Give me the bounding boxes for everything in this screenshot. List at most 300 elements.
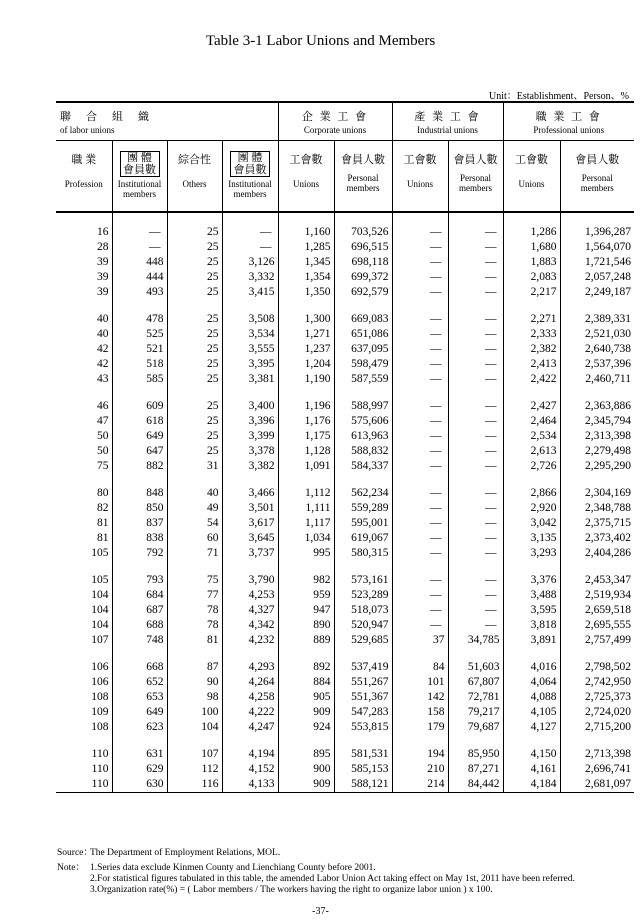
table-cell: 493 xyxy=(112,285,167,300)
table-cell: 585,153 xyxy=(334,762,392,777)
table-row xyxy=(56,660,634,675)
table-cell: 529,685 xyxy=(334,633,392,648)
table-cell: 698,118 xyxy=(334,255,392,270)
table-cell: — xyxy=(448,516,503,531)
table-cell: 890 xyxy=(278,618,334,633)
table-cell: 42 xyxy=(97,343,109,355)
table-cell: 3,534 xyxy=(222,327,278,342)
table-cell: 3,042 xyxy=(503,516,560,531)
table-cell: 1,285 xyxy=(278,240,334,255)
table-cell: — xyxy=(448,327,503,342)
table-cell: 2,375,715 xyxy=(560,516,634,531)
table-cell: 924 xyxy=(278,720,334,735)
table-row xyxy=(56,486,634,501)
table-row xyxy=(56,633,634,648)
table-cell: 637,095 xyxy=(334,342,392,357)
table-cell: — xyxy=(448,618,503,633)
table-cell: 51,603 xyxy=(448,660,503,675)
table-cell: 78 xyxy=(167,603,222,618)
table-cell: 585 xyxy=(112,372,167,387)
table-cell: 1,111 xyxy=(278,501,334,516)
table-cell: 3,381 xyxy=(222,372,278,387)
table-cell: 4,150 xyxy=(503,747,560,762)
table-cell: 25 xyxy=(167,312,222,327)
table-cell: 2,715,200 xyxy=(560,720,634,735)
table-cell: 478 xyxy=(112,312,167,327)
table-cell: 889 xyxy=(278,633,334,648)
table-cell: 652 xyxy=(112,675,167,690)
table-cell: 518,073 xyxy=(334,603,392,618)
table-cell: 588,832 xyxy=(334,444,392,459)
table-cell: 109 xyxy=(91,706,109,718)
table-cell: 892 xyxy=(278,660,334,675)
table-cell: 81 xyxy=(167,633,222,648)
table-cell: 1,117 xyxy=(278,516,334,531)
table-cell: 2,640,738 xyxy=(560,342,634,357)
table-cell: 588,121 xyxy=(334,777,392,793)
table-cell: 104 xyxy=(91,589,109,601)
table-cell: 210 xyxy=(392,762,448,777)
table-cell: 108 xyxy=(91,691,109,703)
table-cell: 75 xyxy=(167,573,222,588)
table-cell: 518 xyxy=(112,357,167,372)
table-cell: 16 xyxy=(97,226,109,238)
table-cell: 630 xyxy=(112,777,167,793)
table-cell: 521 xyxy=(112,342,167,357)
table-cell: 1,300 xyxy=(278,312,334,327)
table-cell: 4,016 xyxy=(503,660,560,675)
table-cell: 1,091 xyxy=(278,459,334,474)
table-cell: 104 xyxy=(167,720,222,735)
col-unions-industrial: 工會數 Unions xyxy=(392,141,448,213)
column-header-row xyxy=(56,141,634,213)
table-cell: 838 xyxy=(112,531,167,546)
table-cell: 609 xyxy=(112,399,167,414)
col-members-corporate: 會員人數 Personal members xyxy=(334,141,392,213)
table-cell: 110 xyxy=(91,763,109,775)
table-cell: — xyxy=(112,240,167,255)
table-cell: — xyxy=(392,285,448,300)
table-cell: 559,289 xyxy=(334,501,392,516)
table-cell: 909 xyxy=(278,705,334,720)
table-cell: 2,920 xyxy=(503,501,560,516)
table-cell: 3,378 xyxy=(222,444,278,459)
table-row xyxy=(56,240,634,255)
table-cell: 25 xyxy=(167,240,222,255)
table-cell: — xyxy=(448,603,503,618)
table-cell: — xyxy=(448,399,503,414)
table-cell: 4,258 xyxy=(222,690,278,705)
table-cell: — xyxy=(392,429,448,444)
table-cell: 895 xyxy=(278,747,334,762)
table-cell: 3,737 xyxy=(222,546,278,561)
table-cell: 2,413 xyxy=(503,357,560,372)
table-cell: 1,176 xyxy=(278,414,334,429)
table-cell: 4,133 xyxy=(222,777,278,793)
table-cell: 214 xyxy=(392,777,448,793)
table-cell: 792 xyxy=(112,546,167,561)
table-cell: 4,264 xyxy=(222,675,278,690)
table-cell: 39 xyxy=(97,256,109,268)
table-cell: 619,067 xyxy=(334,531,392,546)
source-label: Source： xyxy=(57,848,93,858)
table-cell: 580,315 xyxy=(334,546,392,561)
table-cell: 1,354 xyxy=(278,270,334,285)
table-cell: 67,807 xyxy=(448,675,503,690)
table-cell: 850 xyxy=(112,501,167,516)
col-profession: 職 業 Profession xyxy=(56,141,112,213)
table-cell: — xyxy=(448,486,503,501)
table-cell: 647 xyxy=(112,444,167,459)
table-cell: — xyxy=(392,501,448,516)
table-cell: 49 xyxy=(167,501,222,516)
table-cell: 4,127 xyxy=(503,720,560,735)
table-cell: 2,382 xyxy=(503,342,560,357)
table-cell: — xyxy=(222,240,278,255)
table-cell: 25 xyxy=(167,414,222,429)
table-row xyxy=(56,357,634,372)
table-cell: 653 xyxy=(112,690,167,705)
table-cell: 100 xyxy=(167,705,222,720)
table-cell: 3,400 xyxy=(222,399,278,414)
table-row xyxy=(56,546,634,561)
table-cell: 25 xyxy=(167,342,222,357)
table-cell: 551,367 xyxy=(334,690,392,705)
table-cell: 81 xyxy=(97,532,109,544)
table-cell: — xyxy=(392,312,448,327)
group1-en: of labor unions xyxy=(60,125,115,135)
group3-en: Industrial unions xyxy=(417,125,478,135)
table-cell: 42 xyxy=(97,358,109,370)
table-cell: 623 xyxy=(112,720,167,735)
table-cell: 2,742,950 xyxy=(560,675,634,690)
table-row xyxy=(56,270,634,285)
table-cell: 194 xyxy=(392,747,448,762)
table-cell: 25 xyxy=(167,285,222,300)
table-cell: 110 xyxy=(56,777,112,793)
table-cell: — xyxy=(392,573,448,588)
table-cell: 37 xyxy=(392,633,448,648)
table-cell: 110 xyxy=(91,748,109,760)
table-row xyxy=(56,342,634,357)
table-cell: 551,267 xyxy=(334,675,392,690)
table-row xyxy=(56,762,634,777)
table-row xyxy=(56,675,634,690)
table-cell: 4,161 xyxy=(503,762,560,777)
table-cell: 1,204 xyxy=(278,357,334,372)
table-cell: 2,757,499 xyxy=(560,633,634,648)
table-cell: 39 xyxy=(97,286,109,298)
table-cell: — xyxy=(448,444,503,459)
table-cell: 649 xyxy=(112,429,167,444)
table-cell: 107 xyxy=(91,634,109,646)
table-cell: — xyxy=(392,270,448,285)
spacer-row xyxy=(56,212,634,225)
table-cell: 1,190 xyxy=(278,372,334,387)
table-cell: 4,152 xyxy=(222,762,278,777)
table-cell: 631 xyxy=(112,747,167,762)
table-cell: 703,526 xyxy=(334,225,392,240)
table-cell: 1,128 xyxy=(278,444,334,459)
table-cell: — xyxy=(392,486,448,501)
table-cell: 108 xyxy=(91,721,109,733)
table-cell: — xyxy=(392,546,448,561)
table-row xyxy=(56,705,634,720)
table-cell: 649 xyxy=(112,705,167,720)
table-row xyxy=(56,690,634,705)
table-cell: 142 xyxy=(392,690,448,705)
table-cell: 2,713,398 xyxy=(560,747,634,762)
table-cell: 2,866 xyxy=(503,486,560,501)
table-cell: 587,559 xyxy=(334,372,392,387)
table-row xyxy=(56,459,634,474)
table-cell: 2,333 xyxy=(503,327,560,342)
table-cell: 104 xyxy=(91,604,109,616)
table-cell: 2,726 xyxy=(503,459,560,474)
table-cell: — xyxy=(392,225,448,240)
table-cell: 882 xyxy=(112,459,167,474)
table-cell: 1,721,546 xyxy=(560,255,634,270)
table-cell: 2,534 xyxy=(503,429,560,444)
table-cell: 1,175 xyxy=(278,429,334,444)
table-cell: 525 xyxy=(112,327,167,342)
table-cell: 2,659,518 xyxy=(560,603,634,618)
unit-label: Unit：Establishment、Person、% xyxy=(489,91,629,102)
page-number: -37- xyxy=(312,906,329,917)
table-cell: 905 xyxy=(278,690,334,705)
table-cell: 837 xyxy=(112,516,167,531)
col-others: 綜合性 Others xyxy=(167,141,222,213)
table-cell: 25 xyxy=(167,399,222,414)
table-cell: — xyxy=(448,531,503,546)
table-cell: — xyxy=(448,285,503,300)
table-cell: — xyxy=(448,414,503,429)
table-cell: 2,460,711 xyxy=(560,372,634,387)
table-cell: 3,645 xyxy=(222,531,278,546)
table-row xyxy=(56,399,634,414)
table-cell: 112 xyxy=(167,762,222,777)
table-row xyxy=(56,372,634,387)
table-cell: 2,798,502 xyxy=(560,660,634,675)
table-cell: 1,237 xyxy=(278,342,334,357)
table-cell: 2,404,286 xyxy=(560,546,634,561)
spacer-row xyxy=(56,561,634,573)
table-row xyxy=(56,747,634,762)
group-header-row xyxy=(56,102,634,141)
table-cell: — xyxy=(222,225,278,240)
table-cell: 2,295,290 xyxy=(560,459,634,474)
table-cell: — xyxy=(448,270,503,285)
table-cell: 1,350 xyxy=(278,285,334,300)
table-cell: 101 xyxy=(392,675,448,690)
group2-zh: 企 業 工 會 xyxy=(301,111,369,123)
table-cell: 4,232 xyxy=(222,633,278,648)
table-cell: — xyxy=(448,342,503,357)
table-cell: — xyxy=(448,459,503,474)
table-cell: — xyxy=(448,225,503,240)
table-cell: 537,419 xyxy=(334,660,392,675)
table-cell: 575,606 xyxy=(334,414,392,429)
table-cell: 2,057,248 xyxy=(560,270,634,285)
table-cell: 105 xyxy=(91,547,109,559)
table-cell: 77 xyxy=(167,588,222,603)
table-cell: — xyxy=(112,225,167,240)
table-cell: — xyxy=(448,312,503,327)
table-cell: 2,348,788 xyxy=(560,501,634,516)
table-cell: 2,724,020 xyxy=(560,705,634,720)
table-row xyxy=(56,414,634,429)
table-cell: 2,422 xyxy=(503,372,560,387)
table-cell: 584,337 xyxy=(334,459,392,474)
table-cell: 4,342 xyxy=(222,618,278,633)
table-cell: 2,427 xyxy=(503,399,560,414)
table-cell: 1,196 xyxy=(278,399,334,414)
table-cell: 2,695,555 xyxy=(560,618,634,633)
table-cell: 995 xyxy=(278,546,334,561)
source-text: The Department of Employment Relations, MOL. xyxy=(90,848,281,858)
table-cell: 84,442 xyxy=(448,777,503,793)
table-cell: — xyxy=(448,357,503,372)
table-cell: 959 xyxy=(278,588,334,603)
table-cell: 2,537,396 xyxy=(560,357,634,372)
table-row xyxy=(56,501,634,516)
table-cell: 79,687 xyxy=(448,720,503,735)
table-cell: 80 xyxy=(97,487,109,499)
table-cell: 699,372 xyxy=(334,270,392,285)
note-label: Note： xyxy=(57,863,85,873)
table-cell: 72,781 xyxy=(448,690,503,705)
table-cell: 3,376 xyxy=(503,573,560,588)
table-row xyxy=(56,588,634,603)
table-cell: 687 xyxy=(112,603,167,618)
table-row xyxy=(56,516,634,531)
table-cell: 2,464 xyxy=(503,414,560,429)
spacer-row xyxy=(56,300,634,312)
table-cell: 4,222 xyxy=(222,705,278,720)
col-unions-corporate: 工會數 Unions xyxy=(278,141,334,213)
group4-en: Professional unions xyxy=(533,125,605,135)
table-cell: 3,135 xyxy=(503,531,560,546)
table-cell: — xyxy=(392,255,448,270)
table-body xyxy=(56,212,634,793)
table-row xyxy=(56,225,634,240)
page-title: Table 3-1 Labor Unions and Members xyxy=(205,33,436,49)
table-row xyxy=(56,618,634,633)
table-cell: 3,595 xyxy=(503,603,560,618)
table-row xyxy=(56,603,634,618)
table-cell: 4,105 xyxy=(503,705,560,720)
table-cell: 2,519,934 xyxy=(560,588,634,603)
notes-block xyxy=(57,848,575,896)
table-cell: 4,293 xyxy=(222,660,278,675)
table-cell: 692,579 xyxy=(334,285,392,300)
table-cell: — xyxy=(392,399,448,414)
col-members-industrial: 會員人數 Personal members xyxy=(448,141,503,213)
table-cell: 3,818 xyxy=(503,618,560,633)
table-cell: 3,555 xyxy=(222,342,278,357)
table-row xyxy=(56,255,634,270)
table-cell: 3,395 xyxy=(222,357,278,372)
table-row xyxy=(56,285,634,300)
table-cell: 448 xyxy=(112,255,167,270)
table-cell: 3,891 xyxy=(503,633,560,648)
table-cell: 2,373,402 xyxy=(560,531,634,546)
table-cell: 629 xyxy=(112,762,167,777)
spacer-row xyxy=(56,387,634,399)
table-cell: 25 xyxy=(167,372,222,387)
table-cell: 2,271 xyxy=(503,312,560,327)
table-cell: 3,415 xyxy=(222,285,278,300)
table-cell: — xyxy=(392,618,448,633)
table-cell: 2,521,030 xyxy=(560,327,634,342)
table-cell: — xyxy=(448,240,503,255)
table-cell: 2,304,169 xyxy=(560,486,634,501)
table-cell: 2,249,187 xyxy=(560,285,634,300)
table-cell: — xyxy=(392,342,448,357)
table-cell: 50 xyxy=(97,430,109,442)
table-row xyxy=(56,777,634,793)
table-cell: 3,399 xyxy=(222,429,278,444)
table-cell: 651,086 xyxy=(334,327,392,342)
table-cell: 2,313,398 xyxy=(560,429,634,444)
table-cell: — xyxy=(448,501,503,516)
note-1: 1.Series data exclude Kinmen County and Lienchiang County before 2001. xyxy=(90,863,376,873)
table-cell: 2,725,373 xyxy=(560,690,634,705)
table-cell: 79,217 xyxy=(448,705,503,720)
table-cell: 982 xyxy=(278,573,334,588)
table-cell: — xyxy=(392,516,448,531)
table-cell: 3,488 xyxy=(503,588,560,603)
table-row xyxy=(56,573,634,588)
table-cell: 581,531 xyxy=(334,747,392,762)
table-cell: 2,453,347 xyxy=(560,573,634,588)
table-cell: 3,396 xyxy=(222,414,278,429)
table-cell: 848 xyxy=(112,486,167,501)
table-cell: 25 xyxy=(167,327,222,342)
table-cell: — xyxy=(392,357,448,372)
spacer-row xyxy=(56,735,634,747)
table-cell: 25 xyxy=(167,225,222,240)
table-cell: — xyxy=(448,372,503,387)
col-institutional-2: 團 體 會員數 Institutional members xyxy=(222,141,278,213)
table-cell: 34,785 xyxy=(448,633,503,648)
table-cell: 793 xyxy=(112,573,167,588)
table-cell: 106 xyxy=(91,661,109,673)
table-cell: 1,396,287 xyxy=(560,225,634,240)
table-cell: 90 xyxy=(167,675,222,690)
table-cell: 3,126 xyxy=(222,255,278,270)
table-cell: 947 xyxy=(278,603,334,618)
table-cell: 696,515 xyxy=(334,240,392,255)
table-cell: 1,564,070 xyxy=(560,240,634,255)
table-cell: 25 xyxy=(167,429,222,444)
table-cell: 553,815 xyxy=(334,720,392,735)
table-cell: — xyxy=(448,573,503,588)
table-cell: 84 xyxy=(392,660,448,675)
table-cell: 3,501 xyxy=(222,501,278,516)
table-cell: 618 xyxy=(112,414,167,429)
table-row xyxy=(56,444,634,459)
table-cell: 523,289 xyxy=(334,588,392,603)
col-institutional-1: 團 體 會員數 Institutional members xyxy=(112,141,167,213)
table-cell: 4,194 xyxy=(222,747,278,762)
table-cell: 39 xyxy=(97,271,109,283)
table-cell: 98 xyxy=(167,690,222,705)
group3-zh: 產 業 工 會 xyxy=(414,111,481,123)
table-cell: 2,279,498 xyxy=(560,444,634,459)
table-cell: 2,217 xyxy=(503,285,560,300)
table-cell: 4,184 xyxy=(503,777,560,793)
